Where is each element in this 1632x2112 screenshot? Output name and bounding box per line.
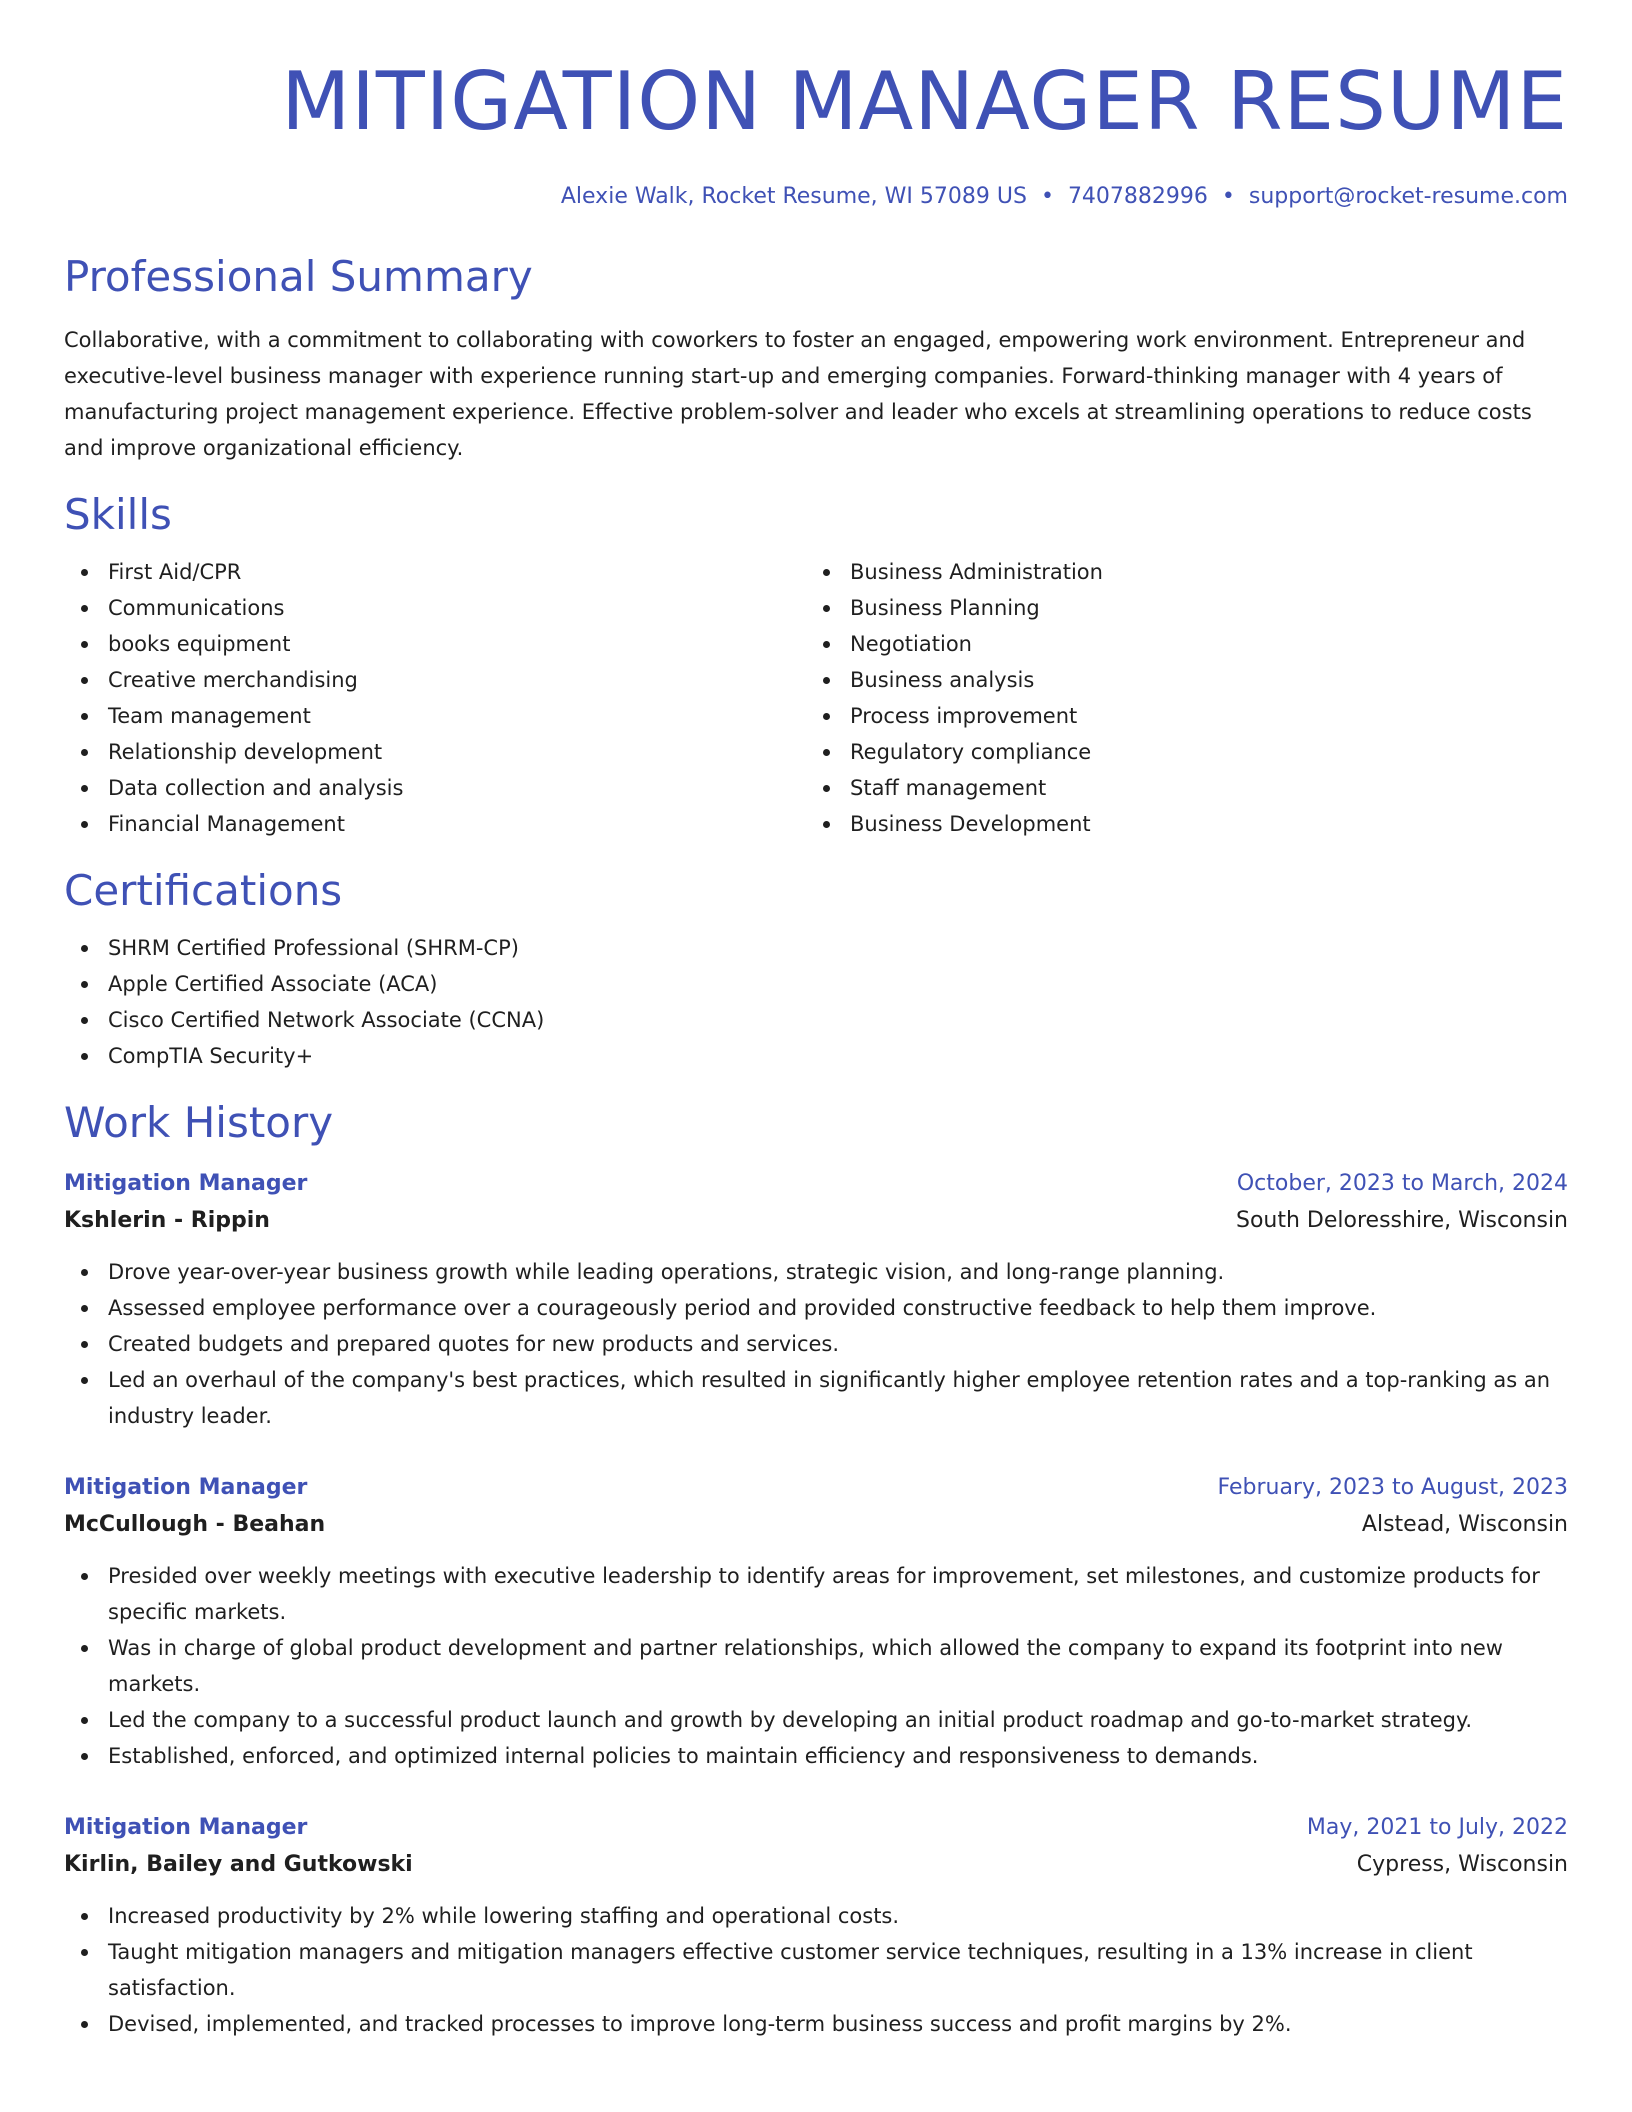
work-history-section <box>64 1096 1568 2042</box>
job-bullet: Presided over weekly meetings with executive leadership to identify areas for improvement, set milestones, and customize products for specific markets. <box>64 1558 1568 1630</box>
skill-item: Negotiation <box>806 626 1548 662</box>
job-company: Kshlerin - Rippin <box>64 1208 270 1233</box>
skill-item: First Aid/CPR <box>64 554 806 590</box>
job-company-row <box>64 1202 1568 1240</box>
skill-item: Regulatory compliance <box>806 734 1548 770</box>
job-location: Alstead, Wisconsin <box>1361 1512 1568 1537</box>
job-bullet: Devised, implemented, and tracked processes to improve long-term business success and profit margins by 2%. <box>64 2006 1568 2042</box>
skills-heading: Skills <box>64 490 172 539</box>
job-bullet: Established, enforced, and optimized internal policies to maintain efficiency and responsiveness to demands. <box>64 1738 1568 1774</box>
job-bullet: Assessed employee performance over a courageously period and provided constructive feedback to help them improve. <box>64 1290 1568 1326</box>
job-dates: October, 2023 to March, 2024 <box>1236 1171 1568 1196</box>
professional-summary-section <box>64 250 1568 466</box>
resume-title: MITIGATION MANAGER RESUME <box>281 55 1568 148</box>
job-bullet: Taught mitigation managers and mitigation managers effective customer service techniques, resulting in a 13% increase in client satisfaction. <box>64 1934 1568 2006</box>
contact-line <box>64 182 1568 212</box>
job-header-row <box>64 1166 1568 1202</box>
skill-item: Creative merchandising <box>64 662 806 698</box>
job-header-row <box>64 1470 1568 1506</box>
skill-item: books equipment <box>64 626 806 662</box>
job-bullets <box>64 1558 1568 1774</box>
job-company: McCullough - Beahan <box>64 1512 326 1537</box>
skill-item: Business Development <box>806 806 1548 842</box>
skill-item: Staff management <box>806 770 1548 806</box>
job-company-row <box>64 1846 1568 1884</box>
certifications-section <box>64 864 1568 1074</box>
certification-item: Apple Certified Associate (ACA) <box>64 966 1568 1002</box>
skill-item: Relationship development <box>64 734 806 770</box>
skill-item: Business analysis <box>806 662 1548 698</box>
contact-phone: 7407882996 <box>1067 184 1208 209</box>
job-bullets <box>64 1254 1568 1434</box>
work-history-heading: Work History <box>64 1098 334 1147</box>
job-bullet: Led an overhaul of the company's best practices, which resulted in significantly higher employee retention rates and a top-ranking as an industry leader. <box>64 1362 1568 1434</box>
skill-item: Team management <box>64 698 806 734</box>
job-location: Cypress, Wisconsin <box>1356 1852 1568 1877</box>
job-entry <box>64 1166 1568 1434</box>
job-bullet: Led the company to a successful product launch and growth by developing an initial product roadmap and go-to-market strategy. <box>64 1702 1568 1738</box>
skills-list-right <box>806 554 1548 842</box>
job-bullets <box>64 1898 1568 2042</box>
job-entry <box>64 1470 1568 1774</box>
skill-item: Business Planning <box>806 590 1548 626</box>
skill-item: Process improvement <box>806 698 1548 734</box>
job-header-row <box>64 1810 1568 1846</box>
job-company-row <box>64 1506 1568 1544</box>
job-dates: May, 2021 to July, 2022 <box>1306 1815 1568 1840</box>
job-bullet: Drove year-over-year business growth while leading operations, strategic vision, and long-range planning. <box>64 1254 1568 1290</box>
contact-separator: • <box>1221 184 1235 209</box>
contact-separator: • <box>1040 184 1054 209</box>
summary-heading: Professional Summary <box>64 252 533 301</box>
summary-text: Collaborative, with a commitment to collaborating with coworkers to foster an engaged, empowering work environment. Entrepreneur and executive-level business manager with experience running start-up and emerging companies. Forward-thinking manager with 4 years of manufacturing project management experience. Effective problem-solver and leader who excels at streamlining operations to reduce costs and improve organizational efficiency. <box>64 328 1532 460</box>
job-dates: February, 2023 to August, 2023 <box>1217 1475 1568 1500</box>
skills-list-left <box>64 554 806 842</box>
job-title: Mitigation Manager <box>64 1815 308 1840</box>
skills-columns <box>64 554 1568 842</box>
certification-item: SHRM Certified Professional (SHRM-CP) <box>64 930 1568 966</box>
certification-item: CompTIA Security+ <box>64 1038 1568 1074</box>
contact-address: Alexie Walk, Rocket Resume, WI 57089 US <box>560 184 1027 209</box>
skill-item: Business Administration <box>806 554 1548 590</box>
job-bullet: Was in charge of global product development and partner relationships, which allowed the company to expand its footprint into new markets. <box>64 1630 1568 1702</box>
skill-item: Data collection and analysis <box>64 770 806 806</box>
skill-item: Financial Management <box>64 806 806 842</box>
job-bullet: Increased productivity by 2% while lowering staffing and operational costs. <box>64 1898 1568 1934</box>
certifications-list <box>64 930 1568 1074</box>
job-location: South Deloresshire, Wisconsin <box>1236 1208 1568 1233</box>
job-company: Kirlin, Bailey and Gutkowski <box>64 1852 413 1877</box>
skill-item: Communications <box>64 590 806 626</box>
skills-section <box>64 488 1568 842</box>
certifications-heading: Certifications <box>64 866 343 915</box>
job-title: Mitigation Manager <box>64 1171 308 1196</box>
contact-email: support@rocket-resume.com <box>1248 184 1568 209</box>
certification-item: Cisco Certified Network Associate (CCNA) <box>64 1002 1568 1038</box>
job-title: Mitigation Manager <box>64 1475 308 1500</box>
job-bullet: Created budgets and prepared quotes for new products and services. <box>64 1326 1568 1362</box>
job-entry <box>64 1810 1568 2042</box>
